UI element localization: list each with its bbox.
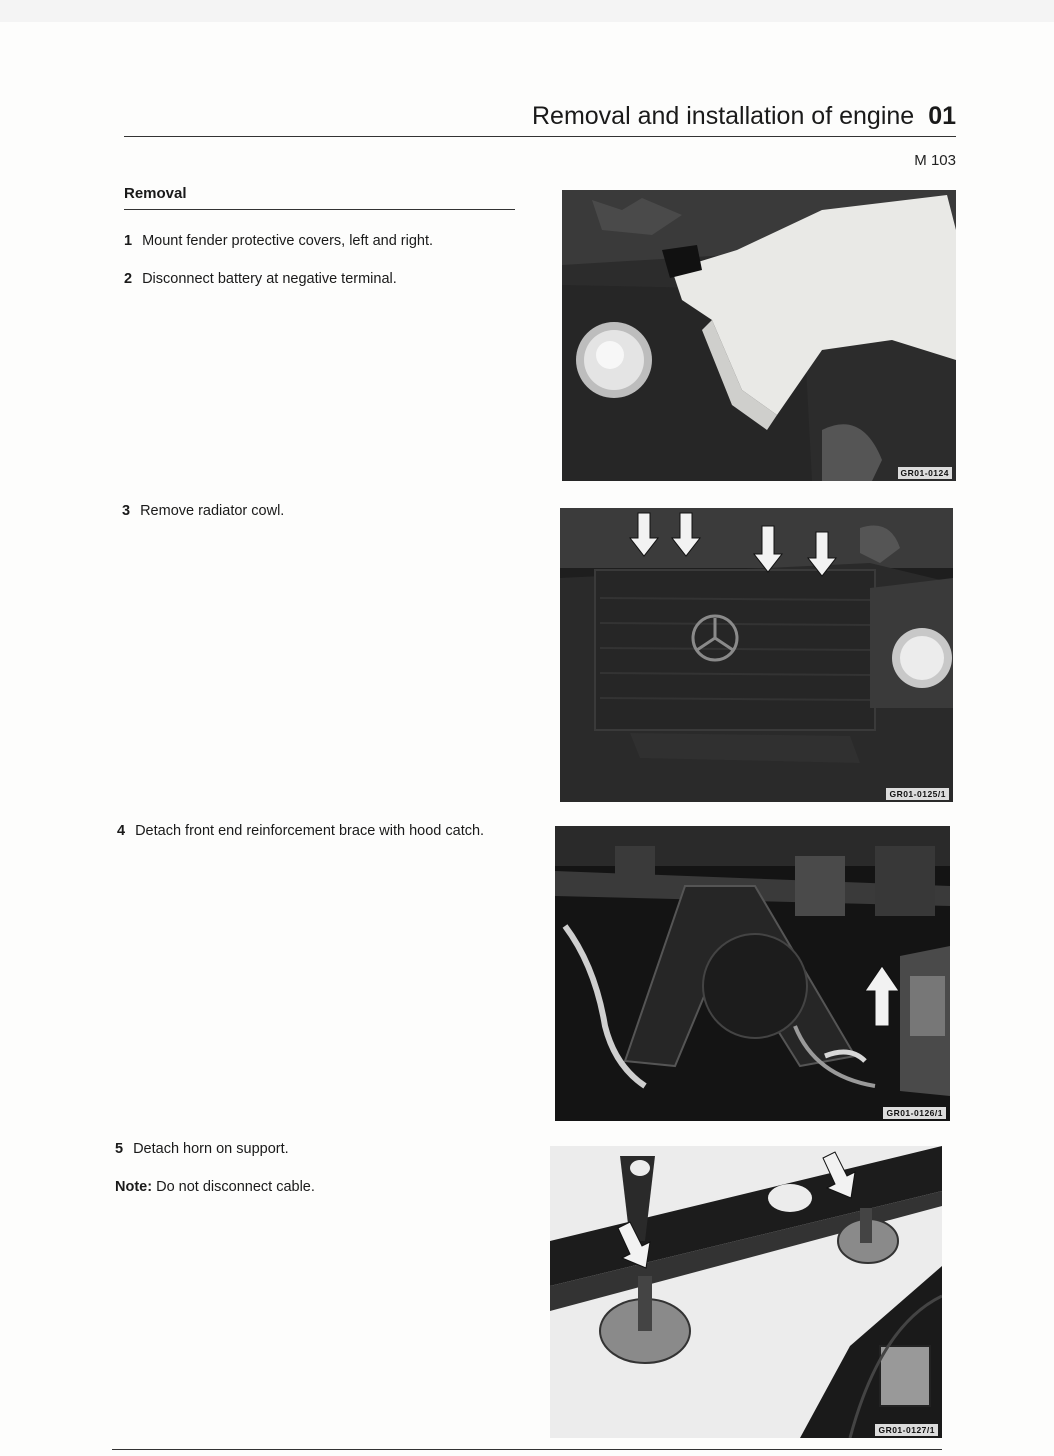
footer-divider	[112, 1449, 942, 1450]
step-text: Disconnect battery at negative terminal.	[142, 271, 397, 287]
figure-label: GR01-0124	[898, 467, 952, 479]
step-2	[124, 270, 397, 288]
step-text: Mount fender protective covers, left and right.	[142, 233, 434, 249]
step-number: 3	[122, 503, 131, 519]
radiator-cowl-photo	[560, 508, 953, 802]
page-title-text: Removal and installation of engine	[531, 102, 915, 130]
page-top-edge	[0, 0, 1054, 22]
step-number: 4	[117, 823, 126, 839]
step-text: Remove radiator cowl.	[140, 503, 285, 519]
step-1	[124, 232, 433, 250]
section-divider	[124, 209, 515, 210]
engine-code: M 103	[914, 152, 956, 169]
radiator-cowl-illustration	[560, 508, 953, 802]
note	[115, 1179, 315, 1195]
step-number: 1	[124, 233, 133, 249]
fender-cover-illustration	[562, 190, 956, 481]
fender-cover-photo	[562, 190, 956, 481]
header-divider	[124, 136, 956, 137]
step-5	[115, 1140, 289, 1158]
step-text: Detach front end reinforcement brace with hood catch.	[135, 823, 485, 839]
step-3	[122, 502, 284, 520]
section-heading: Removal	[124, 185, 187, 202]
reinforcement-brace-illustration	[555, 826, 950, 1121]
figure-label: GR01-0127/1	[875, 1424, 938, 1436]
horn-support-illustration	[550, 1146, 942, 1438]
figure-label: GR01-0126/1	[883, 1107, 946, 1119]
step-text: Detach horn on support.	[133, 1141, 289, 1157]
horn-support-photo	[550, 1146, 942, 1438]
step-4	[117, 822, 510, 840]
step-number: 2	[124, 271, 133, 287]
chapter-number: 01	[928, 102, 956, 130]
note-label: Note:	[115, 1179, 153, 1195]
note-text: Do not disconnect cable.	[156, 1179, 315, 1195]
page-title	[440, 100, 956, 132]
step-number: 5	[115, 1141, 124, 1157]
reinforcement-brace-photo	[555, 826, 950, 1121]
figure-label: GR01-0125/1	[886, 788, 949, 800]
